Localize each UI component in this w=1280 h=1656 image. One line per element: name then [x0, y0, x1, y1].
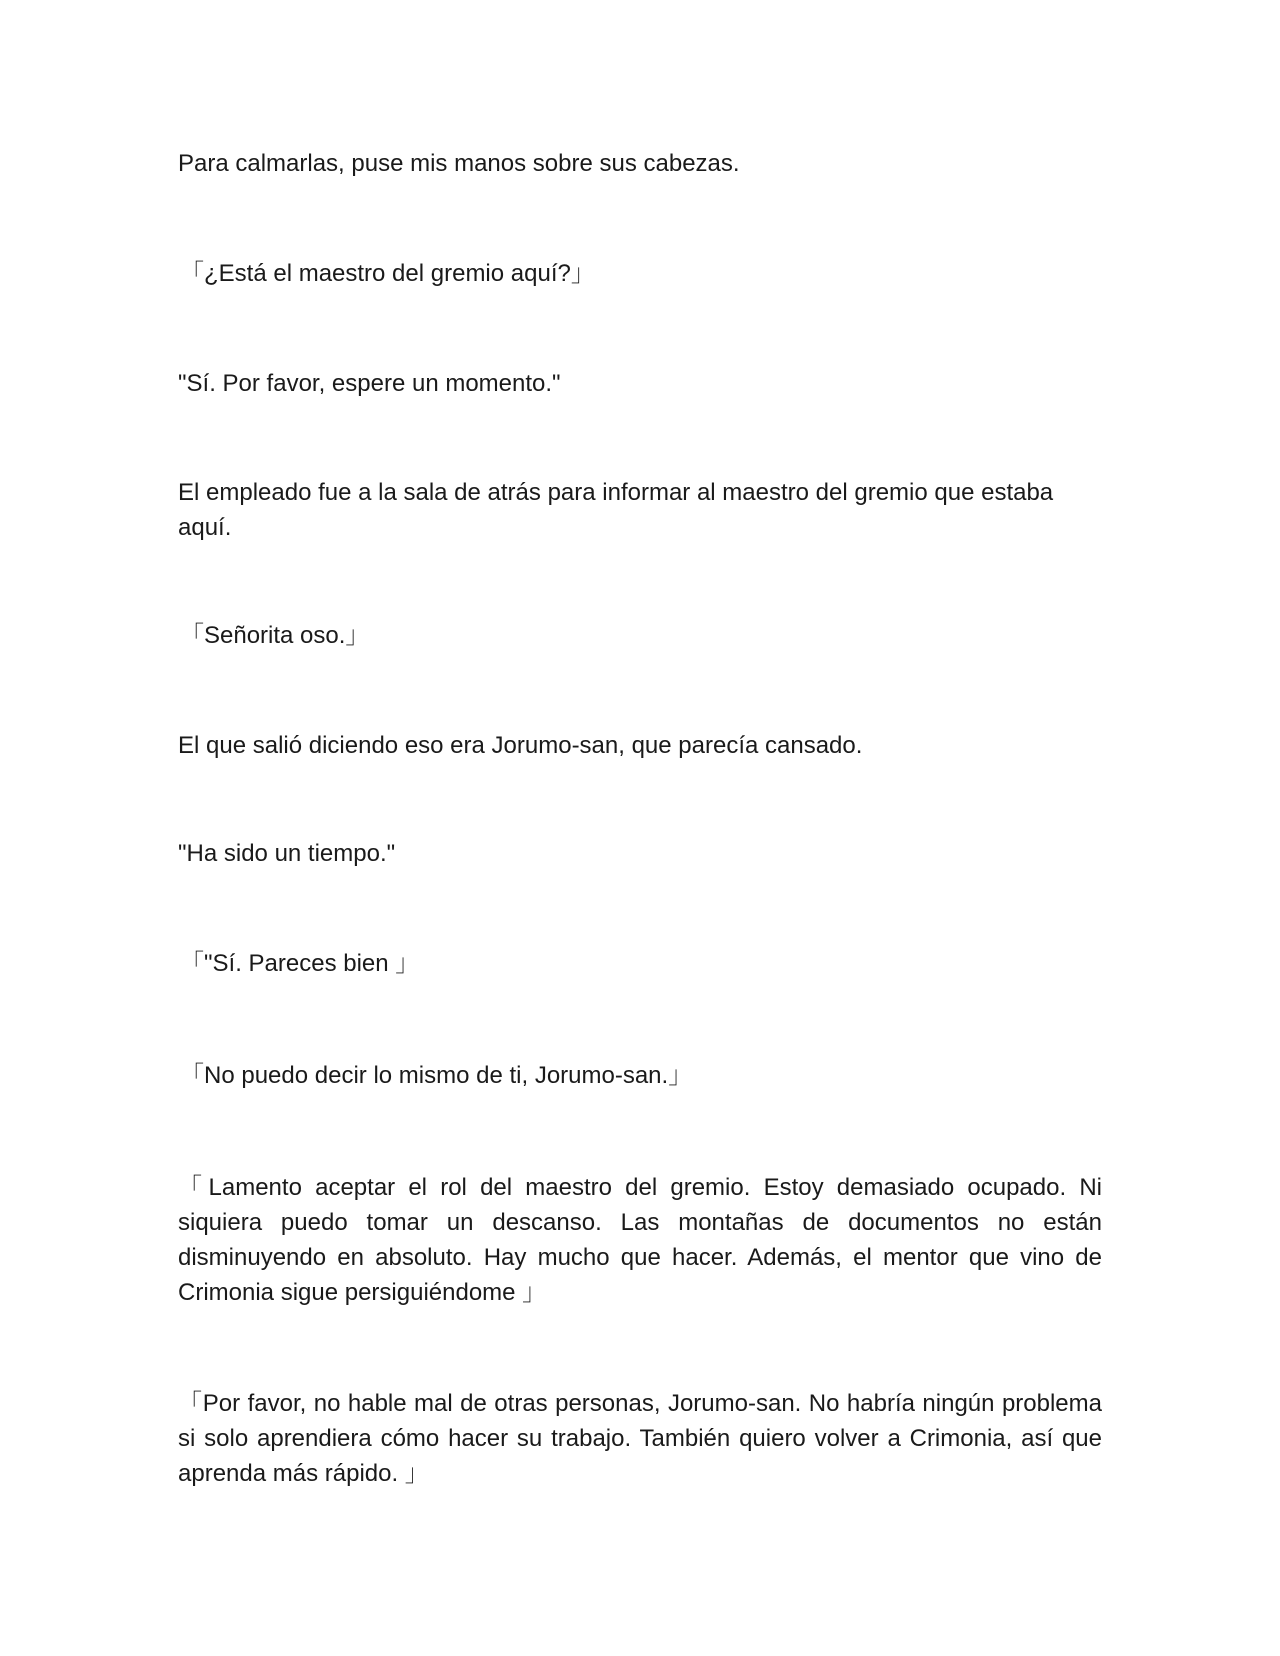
paragraph-narration-2: El empleado fue a la sala de atrás para informar al maestro del gremio que estaba aquí.	[178, 479, 1054, 541]
paragraph-dialogue-5: 「"Sí. Pareces bien 」	[180, 950, 420, 977]
paragraph-dialogue-4: "Ha sido un tiempo."	[178, 840, 396, 867]
paragraph-dialogue-7: 「Lamento aceptar el rol del maestro del gremio. Estoy demasiado ocupado. Ni siquiera puedo tomar un descanso. Las montañas de documentos no están disminuyendo en absoluto. Hay mucho que hacer. Además, el mentor que vino de Crimonia sigue persiguiéndome 」	[178, 1174, 1102, 1306]
paragraph-dialogue-3: 「Señorita oso.」	[180, 622, 370, 649]
paragraph-dialogue-8: 「Por favor, no hable mal de otras personas, Jorumo-san. No habría ningún problema si solo aprendiera cómo hacer su trabajo. También quiero volver a Crimonia, así que aprenda más rápido. 」	[178, 1390, 1102, 1487]
paragraph-narration-3: El que salió diciendo eso era Jorumo-san, que parecía cansado.	[178, 732, 863, 759]
paragraph-dialogue-1: 「¿Está el maestro del gremio aquí?」	[180, 260, 595, 287]
paragraph-dialogue-6: 「No puedo decir lo mismo de ti, Jorumo-san.」	[180, 1062, 693, 1089]
paragraph-narration-1: Para calmarlas, puse mis manos sobre sus cabezas.	[178, 150, 740, 177]
paragraph-dialogue-2: "Sí. Por favor, espere un momento."	[178, 370, 561, 397]
